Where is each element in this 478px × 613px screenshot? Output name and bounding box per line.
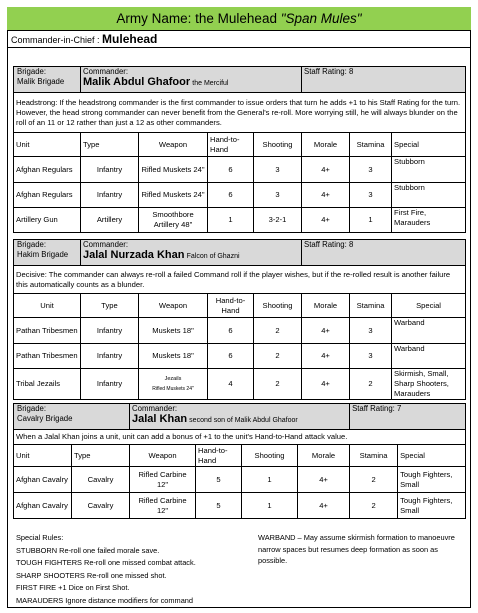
col-morale: Morale: [302, 294, 350, 318]
col-type: Type: [81, 133, 139, 157]
special-trait-text: Decisive: The commander can always re-roll a failed Command roll if the player wishes, but if the re-rolled result is another failure this automatically counts as a blunder.: [14, 266, 466, 294]
unit-name: Afghan Cavalry: [14, 493, 72, 519]
commander-cell: [81, 240, 302, 266]
unit-morale: 4+: [302, 318, 350, 344]
unit-name: Pathan Tribesmen: [14, 344, 81, 369]
commander-in-chief-row: [7, 31, 471, 48]
special-rule-item: TOUGH FIGHTERS Re-roll one missed combat attack.: [16, 558, 196, 567]
table-row: [14, 318, 466, 344]
unit-hand-to-hand: 5: [196, 467, 242, 493]
brigade-table-2: [13, 239, 466, 400]
unit-weapon: Rifled Muskets 24": [139, 183, 208, 208]
unit-stamina: 3: [350, 157, 392, 183]
col-hand-to-hand: Hand-to-Hand: [208, 294, 254, 318]
brigade-header-row: [14, 67, 466, 93]
brigade-label: Brigade:: [17, 404, 47, 413]
col-type: Type: [72, 445, 130, 467]
col-morale: Morale: [302, 133, 350, 157]
commander-name: Jalal Khan: [132, 413, 188, 425]
unit-special: Skirmish, Small, Sharp Shooters, Marauders: [392, 369, 466, 400]
staff-rating-cell: [302, 240, 466, 266]
unit-hand-to-hand: 6: [208, 183, 254, 208]
column-header-row: [14, 294, 466, 318]
brigade-table-3: [13, 403, 466, 519]
staff-rating-cell: [350, 404, 466, 430]
unit-stamina: 3: [350, 344, 392, 369]
unit-weapon: Jezails: [164, 376, 182, 382]
unit-name: Tribal Jezails: [14, 369, 81, 400]
unit-name: Afghan Regulars: [14, 157, 81, 183]
table-row: [14, 208, 466, 233]
unit-special: First Fire, Marauders: [392, 208, 466, 233]
column-header-row: [14, 133, 466, 157]
brigade-name-cell: [14, 404, 130, 430]
col-hand-to-hand: Hand-to-Hand: [208, 133, 254, 157]
unit-weapon: Smoothbore Artillery 48": [139, 208, 208, 233]
brigade-name-cell: [14, 240, 81, 266]
unit-stamina: 2: [350, 369, 392, 400]
commander-name: Malik Abdul Ghafoor: [83, 76, 191, 88]
cinc-label: Commander-in-Chief :: [11, 35, 100, 45]
brigade-header-row: [14, 240, 466, 266]
unit-shooting: 3: [254, 157, 302, 183]
col-shooting: Shooting: [242, 445, 298, 467]
unit-shooting: 2: [254, 318, 302, 344]
brigade-name: Hakim Brigade: [17, 250, 69, 259]
col-special: Special: [392, 294, 466, 318]
col-weapon: Weapon: [139, 294, 208, 318]
unit-special: Warband: [392, 318, 466, 344]
unit-type: Infantry: [81, 344, 139, 369]
col-stamina: Stamina: [350, 133, 392, 157]
col-stamina: Stamina: [350, 445, 398, 467]
table-row: [14, 344, 466, 369]
brigade-table-1: [13, 66, 466, 233]
special-rule-item: STUBBORN Re-roll one failed morale save.: [16, 545, 160, 555]
unit-stamina: 3: [350, 318, 392, 344]
unit-morale: 4+: [302, 208, 350, 233]
unit-special: Tough Fighters, Small: [398, 467, 466, 493]
unit-weapon: Muskets 18": [139, 344, 208, 369]
commander-cell: [130, 404, 350, 430]
unit-hand-to-hand: 5: [196, 493, 242, 519]
commander-label: Commander:: [83, 240, 129, 249]
unit-shooting: 1: [242, 467, 298, 493]
unit-special: Stubborn: [392, 183, 466, 208]
col-weapon: Weapon: [130, 445, 196, 467]
unit-hand-to-hand: 6: [208, 157, 254, 183]
col-hand-to-hand: Hand-to-Hand: [196, 445, 242, 467]
col-weapon: Weapon: [139, 133, 208, 157]
special-trait-text: Headstrong: If the headstrong commander is the first commander to issue orders that turn he adds +1 to his Staff Rating for the turn. However, the head strong commander can never benefit from the General's re-roll. More worrying still, he will always blunder on the roll of an 11 or 12 rather than just a 12 as other commanders.: [14, 93, 466, 133]
table-row: [14, 183, 466, 208]
table-row: [14, 157, 466, 183]
army-title-prefix: Army Name: the Mulehead: [116, 11, 281, 26]
col-unit: Unit: [14, 294, 81, 318]
special-trait-row: [14, 266, 466, 294]
commander-name: Jalal Nurzada Khan: [83, 249, 185, 261]
special-rule-item: FIRST FIRE +1 Dice on First Shot.: [16, 583, 130, 592]
commander-epithet: Falcon of Ghazni: [186, 253, 240, 260]
brigade-header-row: [14, 404, 466, 430]
unit-stamina: 3: [350, 183, 392, 208]
unit-name: Afghan Regulars: [14, 183, 81, 208]
unit-weapon: Muskets 18": [139, 318, 208, 344]
special-trait-text: When a Jalal Khan joins a unit, unit can add a bonus of +1 to the unit's Hand-to-Hand attack value.: [14, 430, 466, 445]
unit-weapon-sub: Rifled Muskets 24": [152, 386, 194, 392]
staff-rating: Staff Rating: 8: [304, 67, 354, 76]
col-unit: Unit: [14, 133, 81, 157]
special-rule-item: MARAUDERS Ignore distance modifiers for command: [16, 595, 194, 605]
unit-hand-to-hand: 4: [208, 369, 254, 400]
unit-special: Tough Fighters, Small: [398, 493, 466, 519]
col-shooting: Shooting: [254, 294, 302, 318]
unit-stamina: 2: [350, 467, 398, 493]
col-type: Type: [81, 294, 139, 318]
commander-label: Commander:: [83, 67, 129, 76]
unit-name: Afghan Cavalry: [14, 467, 72, 493]
special-rules-title: Special Rules:: [16, 533, 64, 542]
special-rule-item: SHARP SHOOTERS Re-roll one missed shot.: [16, 570, 167, 580]
commander-epithet: second son of Malik Abdul Ghafoor: [189, 417, 298, 424]
unit-type: Infantry: [81, 318, 139, 344]
unit-weapon: Rifled Carbine 12": [130, 493, 196, 519]
brigade-name-cell: [14, 67, 81, 93]
unit-type: Infantry: [81, 183, 139, 208]
commander-epithet: the Merciful: [192, 80, 229, 87]
unit-shooting: 2: [254, 344, 302, 369]
brigade-name: Cavalry Brigade: [17, 414, 73, 423]
unit-weapon-cell: [139, 369, 208, 400]
unit-type: Artillery: [81, 208, 139, 233]
unit-name: Pathan Tribesmen: [14, 318, 81, 344]
col-special: Special: [392, 133, 466, 157]
unit-morale: 4+: [298, 467, 350, 493]
unit-shooting: 3: [254, 183, 302, 208]
unit-shooting: 2: [254, 369, 302, 400]
army-title: [7, 7, 471, 31]
unit-morale: 4+: [302, 369, 350, 400]
unit-morale: 4+: [298, 493, 350, 519]
unit-shooting: 1: [242, 493, 298, 519]
unit-shooting: 3-2-1: [254, 208, 302, 233]
col-unit: Unit: [14, 445, 72, 467]
unit-morale: 4+: [302, 157, 350, 183]
unit-type: Cavalry: [72, 467, 130, 493]
unit-morale: 4+: [302, 183, 350, 208]
unit-type: Infantry: [81, 157, 139, 183]
warband-note: WARBAND – May assume skirmish formation to manoeuvre narrow spaces but resumes deep formation as soon as possible.: [258, 533, 455, 565]
unit-type: Cavalry: [72, 493, 130, 519]
staff-rating-cell: [302, 67, 466, 93]
brigade-name: Malik Brigade: [17, 77, 65, 86]
commander-cell: [81, 67, 302, 93]
special-rules: [16, 532, 244, 607]
col-stamina: Stamina: [350, 294, 392, 318]
unit-type: Infantry: [81, 369, 139, 400]
column-header-row: [14, 445, 466, 467]
brigade-label: Brigade:: [17, 240, 47, 249]
cinc-name: Mulehead: [102, 32, 158, 46]
unit-hand-to-hand: 6: [208, 344, 254, 369]
col-morale: Morale: [298, 445, 350, 467]
table-row: [14, 369, 466, 400]
commander-label: Commander:: [132, 404, 178, 413]
unit-morale: 4+: [302, 344, 350, 369]
unit-hand-to-hand: 1: [208, 208, 254, 233]
unit-name: Artillery Gun: [14, 208, 81, 233]
special-trait-row: [14, 93, 466, 133]
unit-special: Warband: [392, 344, 466, 369]
table-row: [14, 493, 466, 519]
col-special: Special: [398, 445, 466, 467]
unit-hand-to-hand: 6: [208, 318, 254, 344]
staff-rating: Staff Rating: 7: [352, 404, 402, 413]
special-trait-row: [14, 430, 466, 445]
staff-rating: Staff Rating: 8: [304, 240, 354, 249]
unit-stamina: 1: [350, 208, 392, 233]
unit-weapon: Rifled Carbine 12": [130, 467, 196, 493]
unit-weapon: Rifled Muskets 24": [139, 157, 208, 183]
unit-stamina: 2: [350, 493, 398, 519]
table-row: [14, 467, 466, 493]
unit-special: Stubborn: [392, 157, 466, 183]
brigade-label: Brigade:: [17, 67, 47, 76]
army-name: "Span Mules": [280, 11, 362, 26]
col-shooting: Shooting: [254, 133, 302, 157]
